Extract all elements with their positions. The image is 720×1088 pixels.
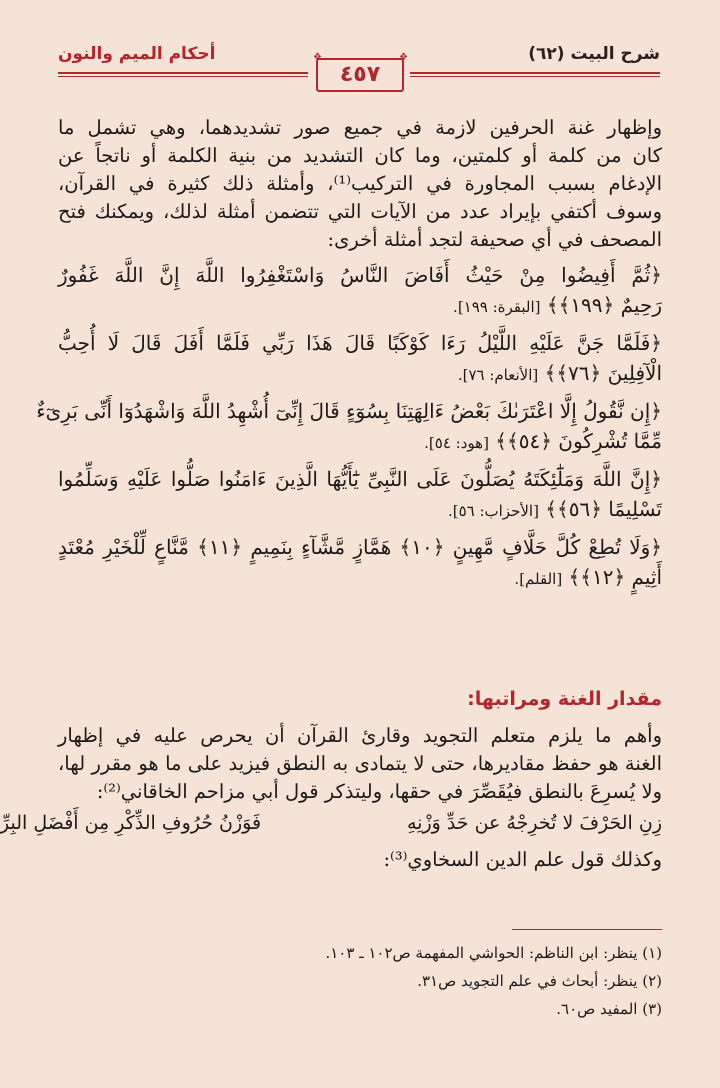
running-head-chapter: أحكام الميم والنون: [58, 44, 216, 64]
page-number-frame: [313, 52, 408, 92]
paragraph-line: وسوف أكتفي بإيراد عدد من الآيات التي تتضمن أمثلة لذلك، ويمكنك فتح: [58, 200, 662, 223]
verse-line: الْآفِلِينَ ﴿٧٦﴾﴾: [544, 361, 662, 385]
verse-line-with-ref: [58, 562, 662, 592]
paragraph-line: وإظهار غنة الحرفين لازمة في جميع صور تشديدهما، وهي تشمل ما: [58, 116, 662, 139]
ornament-icon: ❖: [399, 52, 408, 63]
page-number: ٤٥٧: [339, 62, 381, 87]
main-text-2: [58, 722, 662, 806]
verse-line-with-ref: [58, 494, 662, 524]
verse-line-with-ref: [58, 426, 662, 456]
footnote-separator: [512, 929, 662, 930]
paragraph-line: كان من كلمة أو كلمتين، وما كان التشديد من بنية الكلمة أو ناتجاً عن: [58, 144, 662, 167]
verse-line: ﴿إِن نَّقُولُ إِلَّا اعْتَرَىٰكَ بَعْضُ ءَالِهَتِنَا بِسُوٓءٍ قَالَ إِنِّىٓ أُشْهِدُ اللَّهَ وَاشْهَدُوٓا أَنِّى بَرِىٓءٌ: [36, 399, 662, 423]
paragraph-line: الغنة هو حفظ مقاديرها، حتى لا يتمادى به النطق فيزيد على ما هو مقرر لها،: [58, 752, 662, 775]
main-text: [36, 114, 663, 592]
header-rule-left: [58, 72, 308, 74]
paragraph-line: وأهم ما يلزم متعلم التجويد وقارئ القرآن أن يحرص عليه في إظهار: [58, 724, 662, 747]
footnote: (٣) المفيد ص٦٠.: [556, 1000, 662, 1018]
footnote: (١) ينظر: ابن الناظم: الحواشي المفهمة ص١٠٢ ـ ١٠٣.: [325, 944, 662, 962]
running-head-section: شرح البيت (٦٢): [528, 44, 660, 64]
poem-verse: [0, 812, 662, 842]
verse-line: تَسْلِيمًا ﴿٥٦﴾﴾: [545, 497, 662, 521]
verse-line: ﴿ثُمَّ أَفِيضُوا مِنْ حَيْثُ أَفَاضَ النَّاسُ وَاسْتَغْفِرُوا اللَّهَ إِنَّ اللَّهَ غَفُورٌ: [58, 263, 662, 287]
verse-line: مِّمَّا تُشْرِكُونَ ﴿٥٤﴾﴾: [495, 429, 662, 453]
verse-line-with-ref: [58, 358, 662, 388]
paragraph-line: ولا يُسرِعَ بالنطق فيُقَصِّرَ في حقها، وليتذكر قول أبي مزاحم الخاقاني⁽²⁾:: [96, 780, 662, 803]
poem-hemistich-2: فَوَزْنُ حُرُوفِ الذِّكْرِ مِن أَفْضَلِ البِرِّ: [0, 812, 262, 834]
ornament-icon: ❖: [313, 52, 322, 63]
paragraph-line: المصحف في أي صحيفة لتجد أمثلة أخرى:: [327, 228, 662, 251]
paragraph-line: وكذلك قول علم الدين السخاوي⁽³⁾:: [383, 848, 662, 871]
paragraph-line: الإدغام بسبب المجاورة في التركيب⁽¹⁾، وأمثلة ذلك كثيرة في القرآن،: [58, 172, 662, 195]
header-rule-right: [410, 72, 660, 74]
verse-line-with-ref: [58, 290, 662, 320]
verse-line: ﴿إِنَّ اللَّهَ وَمَلَٰٓئِكَتَهُ يُصَلُّونَ عَلَى النَّبِىِّ يَٰٓأَيُّهَا الَّذِينَ ءَامَنُوا صَلُّوا عَلَيْهِ وَسَلِّمُوا: [58, 467, 662, 491]
header-thin-rule-right: [410, 76, 660, 77]
verse-line: ﴿وَلَا تُطِعْ كُلَّ حَلَّافٍ مَّهِينٍ ﴿١٠﴾ هَمَّازٍ مَّشَّآءٍ بِنَمِيمٍ ﴿١١﴾ مَّنَّاعٍ لِّلْخَيْرِ مُعْتَدٍ: [58, 535, 663, 559]
poem-hemistich-1: زِنِ الحَرْفَ لا تُخرِجْهُ عن حَدِّ وَزْنِهِ: [406, 812, 662, 834]
verse-reference: [البقرة: ١٩٩].: [453, 298, 541, 316]
verse-reference: [الأنعام: ٧٦].: [457, 366, 539, 384]
verse-line: رَحِيمٌ ﴿١٩٩﴾﴾: [546, 293, 662, 317]
section-heading: مقدار الغنة ومراتبها:: [467, 688, 662, 710]
verse-reference: [القلم].: [514, 570, 563, 588]
verse-line: ﴿فَلَمَّا جَنَّ عَلَيْهِ اللَّيْلُ رَءَا كَوْكَبًا قَالَ هَذَا رَبِّي فَلَمَّا أَفَلَ قَالَ لَا أُحِبُّ: [58, 331, 662, 355]
verse-reference: [الأحزاب: ٥٦].: [447, 502, 539, 520]
header-thin-rule-left: [58, 76, 308, 77]
verse-line: أَثِيمٍ ﴿١٢﴾﴾: [568, 565, 662, 589]
verse-reference: [هود: ٥٤].: [424, 434, 489, 452]
footnote: (٢) ينظر: أبحاث في علم التجويد ص٣١.: [417, 972, 662, 990]
